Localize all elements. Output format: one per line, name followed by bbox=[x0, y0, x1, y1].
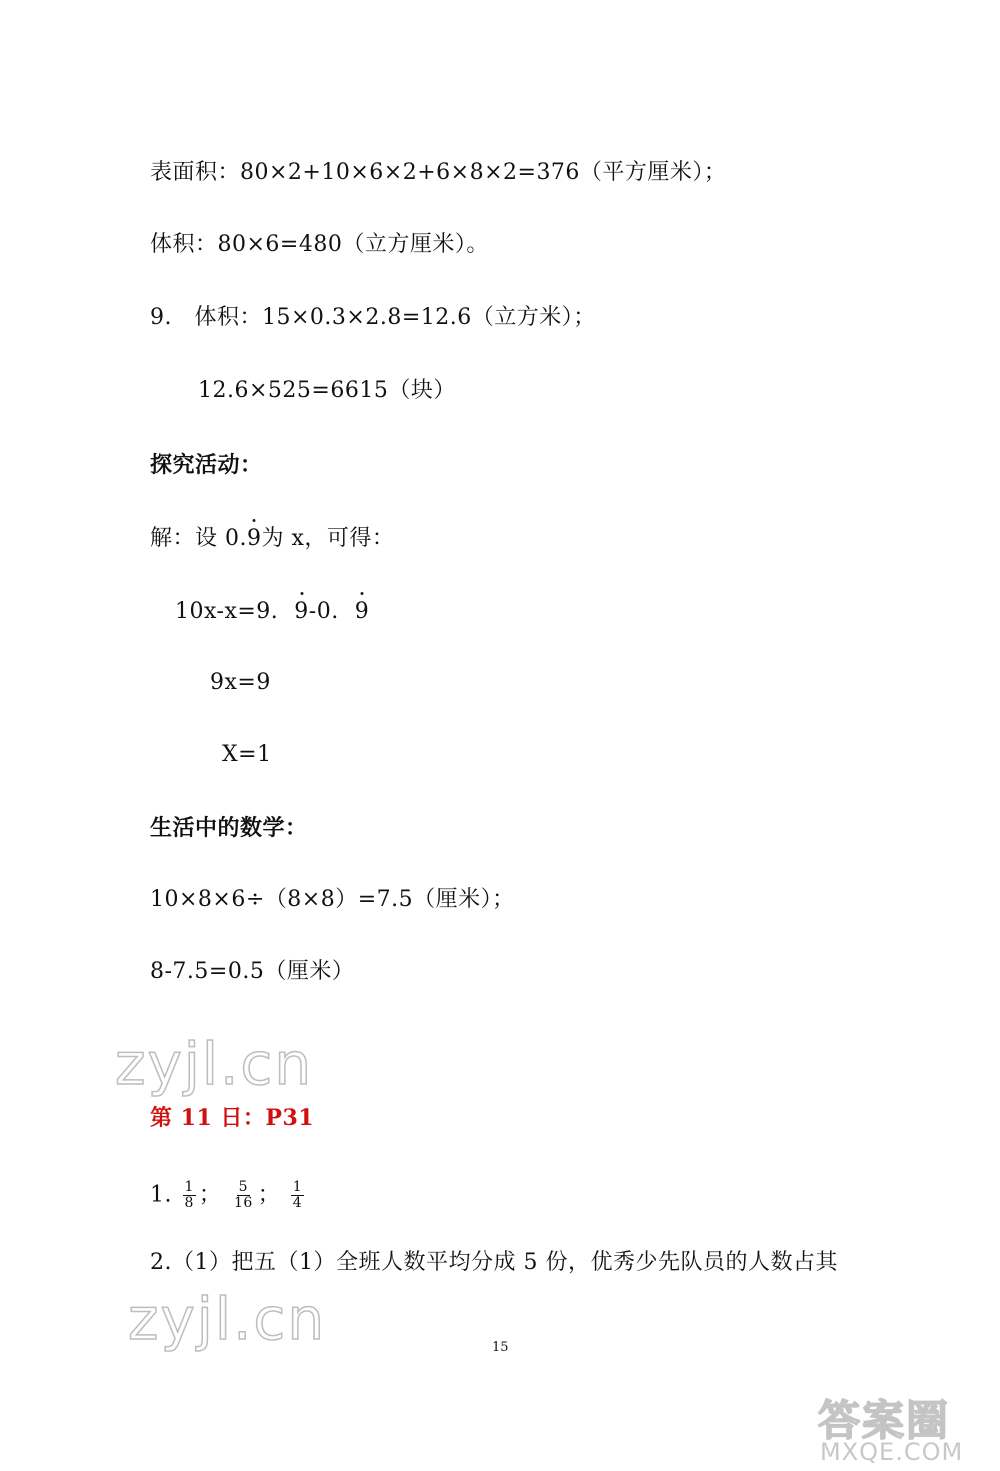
eq-digit-1: 9 bbox=[294, 597, 309, 627]
logo-bottom-text: MXQE.COM bbox=[820, 1438, 964, 1466]
eq-digit-2: 9 bbox=[355, 597, 370, 627]
solve-suffix: 为 x，可得： bbox=[261, 526, 395, 551]
separator: ； bbox=[257, 1182, 281, 1208]
line-q9-blocks: 12.6×525=6615（块） bbox=[198, 378, 456, 403]
line-9x: 9x=9 bbox=[210, 670, 271, 695]
line-surface-area: 表面积：80×2+10×6×2+6×8×2=376（平方厘米）； bbox=[150, 160, 727, 185]
line-q2: 2.（1）把五（1）全班人数平均分成 5 份，优秀少先队员的人数占其 bbox=[150, 1250, 838, 1275]
repeating-digit: 9 bbox=[247, 524, 262, 554]
watermark-1: zyjl.cn bbox=[115, 1030, 314, 1098]
fraction-2: $\frac{5}{16}$ bbox=[233, 1179, 253, 1211]
page-number: 15 bbox=[492, 1340, 509, 1355]
corner-logo bbox=[818, 1388, 988, 1464]
line-q9-volume: 9. 体积：15×0.3×2.8=12.6（立方米）； bbox=[150, 305, 596, 330]
line-calc-2: 8-7.5=0.5（厘米） bbox=[150, 959, 355, 984]
watermark-2: zyjl.cn bbox=[128, 1285, 327, 1353]
section-life-math: 生活中的数学： bbox=[150, 815, 308, 841]
line-calc-1: 10×8×6÷（8×8）=7.5（厘米）； bbox=[150, 887, 515, 912]
line-x-equals: X=1 bbox=[222, 742, 272, 767]
section-explore: 探究活动： bbox=[150, 452, 263, 478]
line-q1 bbox=[150, 1180, 307, 1211]
day-heading: 第 11 日：P31 bbox=[150, 1105, 315, 1131]
line-solve bbox=[150, 524, 394, 554]
fraction-3: $\frac{1}{4}$ bbox=[292, 1179, 303, 1211]
solve-prefix: 解：设 0. bbox=[150, 526, 247, 551]
eq-minus: -0. bbox=[308, 599, 339, 624]
logo-top-text: 答案圈 bbox=[818, 1396, 951, 1445]
separator: ； bbox=[198, 1182, 222, 1208]
q1-label: 1. bbox=[150, 1182, 172, 1208]
eq-left: 10x-x=9. bbox=[175, 599, 279, 624]
line-volume: 体积：80×6=480（立方厘米）。 bbox=[150, 232, 489, 257]
fraction-1: $\frac{1}{8}$ bbox=[184, 1179, 194, 1211]
line-equation bbox=[175, 597, 369, 627]
